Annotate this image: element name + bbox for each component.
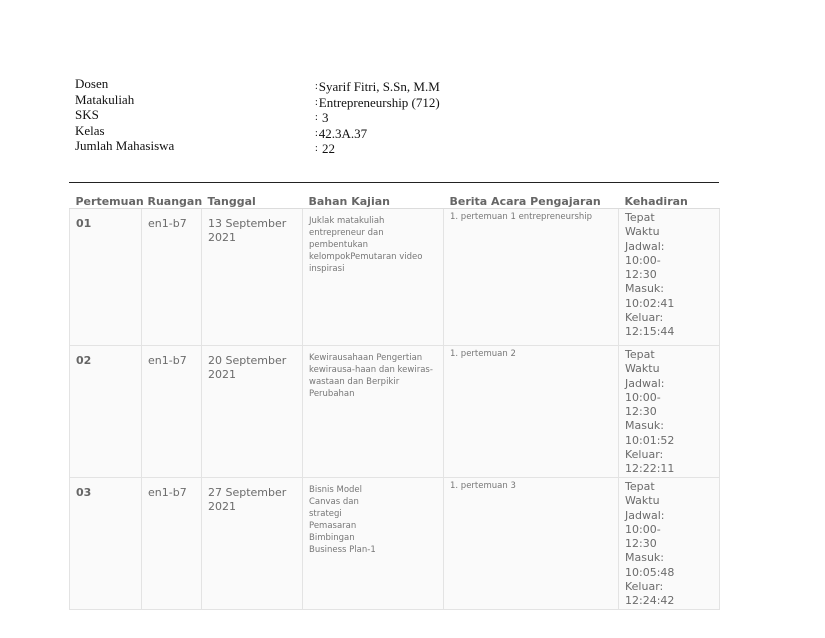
attendance-line: 12:24:42: [625, 594, 675, 608]
cell-tanggal: 27 September 2021: [202, 478, 303, 610]
info-label: SKS: [75, 107, 99, 122]
cell-pertemuan: 02: [70, 346, 142, 478]
header-tanggal: Tanggal: [202, 183, 303, 209]
attendance-line: 10:01:52: [625, 433, 675, 447]
info-value-wrap: : 3: [315, 110, 329, 125]
table-row: [70, 346, 720, 478]
topic-line: Bimbingan: [309, 533, 355, 543]
info-value: 42.3A.37: [318, 125, 368, 141]
cell-berita-acara: 1. pertemuan 2: [444, 346, 619, 478]
cell-ruangan: en1-b7: [142, 209, 202, 346]
info-value: Entrepreneurship (712): [318, 94, 440, 110]
cell-tanggal: 20 September 2021: [202, 346, 303, 478]
attendance-line: Tepat: [625, 348, 655, 361]
info-value: 3: [322, 110, 329, 125]
table-row: [70, 209, 720, 346]
info-label: Kelas: [75, 122, 105, 138]
topic-line: Canvas dan: [309, 497, 359, 507]
cell-berita-acara: 1. pertemuan 3: [444, 478, 619, 610]
info-value: Syarif Fitri, S.Sn, M.M: [318, 79, 440, 94]
info-label: Matakuliah: [75, 91, 135, 107]
attendance-line: 12:30: [625, 537, 657, 551]
cell-kehadiran: [619, 478, 720, 610]
attendance-line: 10:00-: [625, 253, 661, 267]
topic-line: Pemasaran: [309, 521, 357, 531]
attendance-line: 10:00-: [625, 390, 661, 404]
topic-line: Kewirausahaan Pengertian kewirausa-haan dan kewiras-wastaan dan Berpikir Perubahan: [309, 353, 433, 399]
attendance-line: Masuk:: [625, 419, 665, 433]
attendance-line: Keluar:: [625, 311, 664, 325]
attendance-table: [69, 183, 720, 610]
table-row: [70, 478, 720, 610]
attendance-line: Jadwal:: [625, 508, 665, 522]
info-value-wrap: : 22: [315, 141, 336, 156]
cell-pertemuan: 01: [70, 209, 142, 346]
attendance-line: Masuk:: [625, 551, 665, 565]
info-label: Jumlah Mahasiswa: [75, 138, 175, 153]
attendance-line: Waktu: [625, 494, 660, 508]
attendance-line: 12:30: [625, 405, 657, 419]
header-ruangan: Ruangan: [142, 183, 202, 209]
attendance-line: Tepat: [625, 480, 655, 493]
attendance-line: Masuk:: [625, 282, 665, 296]
attendance-line: Jadwal:: [625, 239, 665, 253]
attendance-line: 12:22:11: [625, 462, 675, 476]
attendance-table-wrap: [69, 182, 719, 610]
topic-line: Juklak matakuliah entrepreneur dan pembentukan kelompokPemutaran video inspirasi: [309, 216, 423, 274]
info-label: Dosen: [75, 76, 109, 91]
attendance-line: 10:02:41: [625, 296, 675, 310]
cell-bahan-kajian: [303, 209, 444, 346]
topic-line: strategi: [309, 509, 342, 519]
cell-kehadiran: [619, 346, 720, 478]
attendance-line: Waktu: [625, 362, 660, 376]
cell-tanggal: 13 September 2021: [202, 209, 303, 346]
topic-line: Bisnis Model: [309, 485, 363, 495]
cell-bahan-kajian: [303, 346, 444, 478]
attendance-line: Keluar:: [625, 448, 664, 462]
topic-line: Business Plan-1: [309, 545, 376, 555]
attendance-line: Waktu: [625, 225, 660, 239]
header-kehadiran: Kehadiran: [619, 183, 720, 209]
attendance-line: Jadwal:: [625, 376, 665, 390]
cell-bahan-kajian: [303, 478, 444, 610]
cell-ruangan: en1-b7: [142, 478, 202, 610]
cell-ruangan: en1-b7: [142, 346, 202, 478]
header-pertemuan: Pertemuan: [70, 183, 142, 209]
info-value-wrap: :Syarif Fitri, S.Sn, M.M: [315, 79, 440, 94]
attendance-line: Tepat: [625, 211, 655, 224]
table-header-row: [70, 183, 720, 209]
attendance-line: 10:05:48: [625, 565, 675, 579]
attendance-line: Keluar:: [625, 580, 664, 594]
attendance-line: 10:00-: [625, 522, 661, 536]
cell-berita-acara: 1. pertemuan 1 entrepreneurship: [444, 209, 619, 346]
info-value-wrap: :Entrepreneurship (712): [315, 94, 440, 110]
attendance-line: 12:30: [625, 268, 657, 282]
header-bahan-kajian: Bahan Kajian: [303, 183, 444, 209]
info-value: 22: [322, 141, 336, 156]
attendance-line: 12:15:44: [625, 325, 675, 339]
header-berita-acara: Berita Acara Pengajaran: [444, 183, 619, 209]
info-value-wrap: :42.3A.37: [315, 125, 368, 141]
cell-pertemuan: 03: [70, 478, 142, 610]
cell-kehadiran: [619, 209, 720, 346]
